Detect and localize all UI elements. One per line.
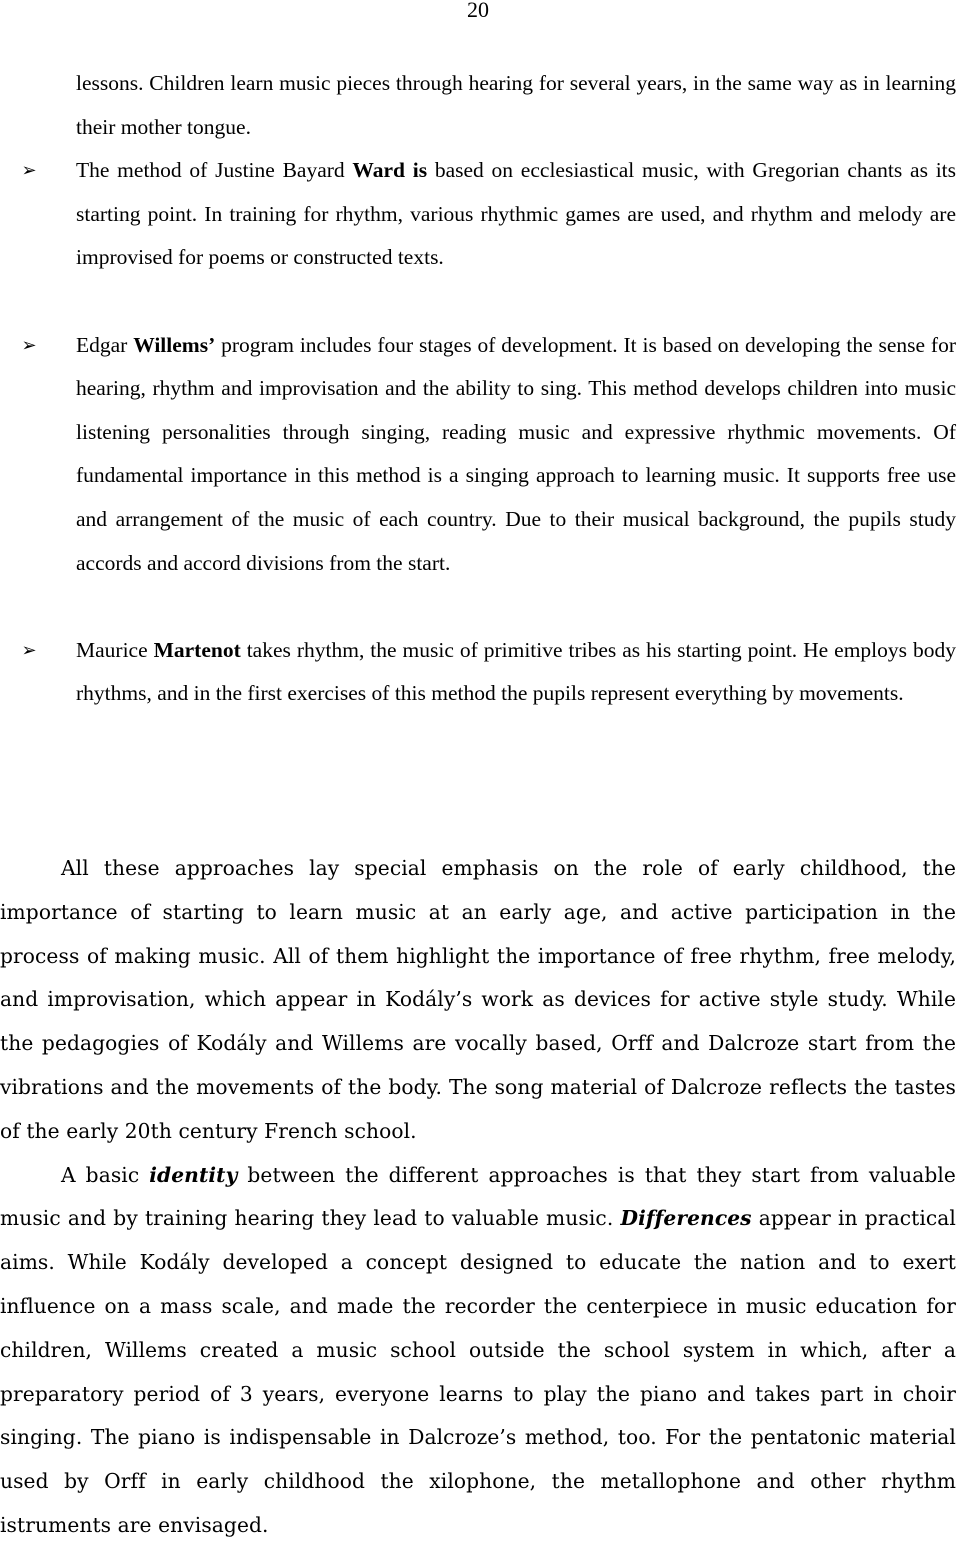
bullet-bold-name: Ward is <box>352 158 428 183</box>
bullet-text-post: program includes four stages of development. It is based on developing the sense for hearing, rhythm and improvisation and the ability to sing. This method develops children into music listening personalities through singing, reading music and expressive rhythmic movements. Of fundamental importance in this method is a singing approach to learning music. It supports free use and arrangement of the music of each country. Due to their musical background, the pupils study accords and accord divisions from the start. <box>76 332 956 575</box>
bullet-text-pre: The method of Justine Bayard <box>76 158 353 183</box>
page-number: 20 <box>467 0 489 22</box>
arrow-bullet-icon: ➢ <box>21 160 37 182</box>
paragraph-text: between the different approaches is that they start from valuable music and by training hearing they lead to valuable music. <box>0 1162 956 1231</box>
body-text <box>0 847 956 1548</box>
arrow-bullet-icon: ➢ <box>21 639 37 661</box>
arrow-bullet-icon: ➢ <box>21 334 37 356</box>
bullet-text-pre: Edgar <box>76 332 134 357</box>
bullet-item-willems <box>21 324 956 586</box>
bullet-text-post: takes rhythm, the music of primitive tribes as his starting point. He employs body rhythms, and in the first exercises of this method the pupils represent everything by movements. <box>76 637 956 706</box>
bullet-text: lessons. Children learn music pieces through hearing for several years, in the same way as in learning their mother tongue. <box>76 71 956 139</box>
bullet-item-martenot <box>21 629 956 716</box>
bullet-list <box>21 62 957 760</box>
emphasis-differences: Differences <box>620 1206 752 1231</box>
emphasis-identity: identity <box>149 1162 238 1187</box>
paragraph-text: A basic <box>61 1162 150 1187</box>
paragraph: All these approaches lay special emphasis on the role of early childhood, the importance of starting to learn music at an early age, and active participation in the process of making music. All of them highlight the importance of free rhythm, free melody, and improvisation, which appear in Kodály’s work as devices for active style study. While the pedagogies of Kodály and Willems are vocally based, Orff and Dalcroze start from the vibrations and the movements of the body. The song material of Dalcroze reflects the tastes of the early 20th century French school. <box>0 856 956 1143</box>
bullet-text-post: based on ecclesiastical music, with Gregorian chants as its starting point. In training for rhythm, various rhythmic games are used, and rhythm and melody are improvised for poems or constructed texts. <box>76 158 957 270</box>
bullet-text-pre: Maurice <box>76 637 154 662</box>
paragraph <box>0 1154 956 1548</box>
bullet-bold-name: Martenot <box>153 637 241 662</box>
paragraph-text: appear in practical aims. While Kodály developed a concept designed to educate the nation and to exert influence on a mass scale, and made the recorder the centerpiece in music education for children, Willems created a music school outside the school system in which, after a preparatory period of 3 years, everyone learns to play the piano and takes part in choir singing. The piano is indispensable in Dalcroze’s method, too. For the pentatonic material used by Orff in early childhood the xilophone, the metallophone and other rhythm istruments are envisaged. <box>0 1206 956 1537</box>
bullet-item-ward <box>21 149 957 280</box>
bullet-bold-name: Willems’ <box>133 332 216 357</box>
continued-bullet-item <box>76 62 956 149</box>
